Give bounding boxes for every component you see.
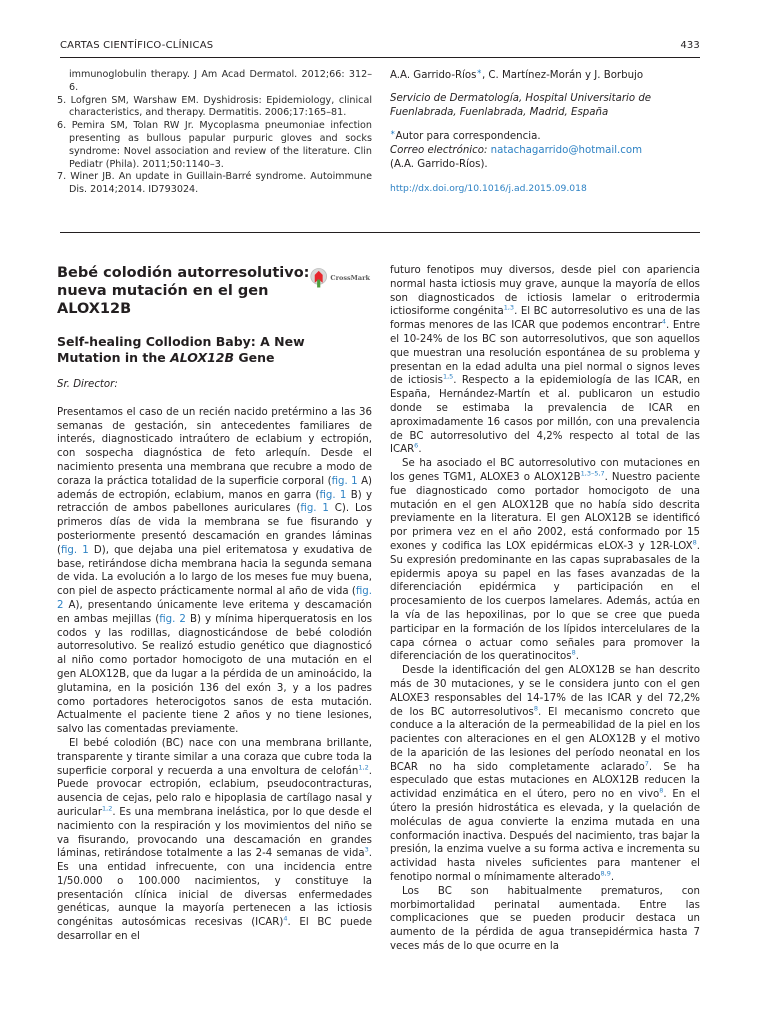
author-mark: ∗ [476,67,482,76]
reference-list [57,69,372,197]
crossmark-badge[interactable] [310,265,370,291]
title-line: Bebé colodión autorresolutivo: [57,265,310,281]
citation[interactable]: 8 [571,648,576,657]
citation[interactable]: 4 [283,914,288,923]
author-name: , C. Martínez-Morán [481,70,582,81]
doi-link[interactable]: http://dx.doi.org/10.1016/j.ad.2015.09.018 [390,183,587,194]
citation[interactable]: 4 [661,317,667,326]
title-line: nueva mutación en el gen [57,283,269,299]
running-header [60,40,700,56]
previous-article-authors [390,69,700,196]
reference-item: 6. Pemira SM, Tolan RW Jr. Mycoplasma pneumoniae infection presenting as bullous papular purpuric gloves and socks syndrome: Novel association and review of the literature. Clin Pediatr (Phila). 2011;50:1140–3. [57,120,372,170]
figure-link[interactable]: fig. 1 [331,475,358,487]
citation[interactable]: 8 [659,786,664,795]
paragraph: El bebé colodión (BC) nace con una membrana brillante, transparente y tirante similar a una coraza que cubre toda la superficie corporal y recuerda a una envoltura de celofán$^{1,2}$. Puede provocar ectropión, eclabium, pseudocontracturas, ausencia de cejas, pelo ralo e hipoplasia de cartílago nasal y auricular$^{1,2}$. Es una membrana inelástica, por lo que desde el nacimiento con la respiración y los movimientos del niño se va fisurando, provocando una descamación en grandes láminas, retirándose totalmente a las 2-4 semanas de vida$^3$. Es una entidad infrecuente, con una incidencia entre 1/50.000 o 100.000 nacimientos, y constituye la presentación clínica inicial de diversas enfermedades genéticas, aunque la mayoría pertenecen a las ictiosis congénitas autosómicas recesivas (ICAR)$^4$. El BC puede desarrollar en el [57,737,372,943]
correspondence-mark: ∗ [390,128,396,137]
affiliation: Servicio de Dermatología, Hospital Universitario de Fuenlabrada, Fuenlabrada, Madrid, España [390,93,652,118]
citation[interactable]: 1,3–5,7 [580,469,605,478]
salutation: Sr. Director: [57,379,118,390]
figure-link[interactable]: fig. 1 [319,489,347,501]
section-title: CARTAS CIENTÍFICO-CLÍNICAS [60,40,214,51]
reference-item: 7. Winer JB. An update in Guillain-Barré syndrome. Autoimmune Dis. 2014;2014. ID793024. [57,171,372,196]
citation[interactable]: 1,2 [102,804,113,813]
paragraph: Presentamos el caso de un recién nacido pretérmino a las 36 semanas de gestación, sin antecedentes familiares de interés, diagnosticado intraútero de eclabium y ectropión, con sospecha diagnóstica de feto arlequín. Desde el nacimiento presenta una membrana que recubre a modo de coraza la práctica totalidad de la superficie corporal (fig. 1 A) además de ectropión, eclabium, manos en garra (fig. 1 B) y retracción de ambos pabellones auriculares (fig. 1 C). Los primeros días de vida la membrana se fue fisurando y posteriormente presentó descamación en grandes láminas (fig. 1 D), que dejaba una piel eritematosa y exudativa de base, retirándose dicha membrana hacia la segunda semana de vida. La evolución a lo largo de los meses fue muy buena, con piel de aspecto prácticamente normal al año de vida (fig. 2 A), presentando únicamente leve eritema y descamación en ambas mejillas (fig. 2 B) y mínima hiperqueratosis en los codos y las rodillas, diagnosticándose de bebé colodión autorresolutivo. Se realizó estudio genético que diagnosticó al niño como portador homocigoto de una mutación en el gen ALOX12B, que da lugar a la pérdida de un aminoácido, la glutamina, en la posición 136 del exón 3, y a los padres como portadores heterocigotos sanos de esta mutación. Actualmente el paciente tiene 2 años y no tiene lesiones, salvo las comentadas previamente. [57,406,373,736]
paragraph: Desde la identificación del gen ALOX12B se han descrito más de 30 mutaciones, y se le considera junto con el gen ALOXE3 responsables del 14-17% de las ICAR y del 72,2% de los BC autorresolutivos$^8$. El mecanismo concreto que conduce a la alteración de la permeabilidad de la piel en los pacientes con alteraciones en el gen ALOX12B y el motivo de la aparición de las lesiones del período neonatal en los BCAR no ha sido completamente aclarado$^7$. Se ha especulado que estas mutaciones en ALOX12B reducen la actividad enzimática en el útero, pero no en vivo$^8$. En el útero la presión hidrostática es elevada, y la quelación de moléculas de agua convierte la enzima mutada en una conformación inactiva. Después del nacimiento, tras bajar la presión, la enzima vuelve a su forma activa e incrementa su actividad hasta niveles suficientes para mantener el fenotipo normal o mínimamente alterado$^{8,9}$. [390,665,700,884]
citation[interactable]: 8,9 [600,869,611,878]
figure-link[interactable]: fig. 2 [57,586,372,611]
citation[interactable]: 7 [644,759,649,768]
correspondence-label: Autor para correspondencia. [395,131,541,142]
section-rule [60,232,700,233]
author-name: A.A. Garrido-Ríos [390,70,477,81]
paragraph: Los BC son habitualmente prematuros, con morbimortalidad perinatal aumentada. Entre las complicaciones que se pueden producir destaca un aumento de la pérdida de agua transepidérmica hasta 7 veces más de lo que ocurre en la [390,885,700,953]
article-left-column [57,264,372,944]
author-join: y [581,70,595,81]
article-right-column [390,264,700,954]
citation[interactable]: 1,5 [442,372,454,381]
title-en-part: Gene [234,350,275,365]
email-label: Correo electrónico: [390,145,488,156]
title-en-part: Self-healing Collodion Baby: A New Mutation in the [57,334,305,365]
crossmark-label: CrossMark [330,274,370,282]
email-link[interactable]: natachagarrido@hotmail.com [490,145,643,156]
crossmark-icon [310,265,327,291]
citation[interactable]: 1,2 [358,763,369,772]
author-name: J. Borbujo [594,70,644,81]
page-number: 433 [680,40,700,51]
citation[interactable]: 8 [533,704,538,713]
citation[interactable]: 1,3 [503,304,515,312]
citation[interactable]: 3 [364,845,369,854]
correspondence-name: (A.A. Garrido-Ríos). [390,159,488,170]
citation[interactable]: 6 [414,441,419,450]
figure-link[interactable]: fig. 1 [300,503,329,515]
header-rule [60,57,700,58]
reference-item: 5. Lofgren SM, Warshaw EM. Dyshidrosis: Epidemiology, clinical characteristics, and therapy. Dermatitis. 2006;17:165–81. [57,94,372,119]
gene-name: ALOX12B [170,350,235,365]
figure-link[interactable]: fig. 1 [60,544,89,556]
title-line: ALOX12B [57,301,132,317]
article-title-english [57,334,372,366]
citation[interactable]: 8 [692,538,697,547]
reference-item: immunoglobulin therapy. J Am Acad Dermatol. 2012;66: 312–6. [69,69,372,93]
paragraph: Se ha asociado el BC autorresolutivo con mutaciones en los genes TGM1, ALOXE3 o $ALOX12B^{1,3-5,7}$. Nuestro paciente fue diagnosticado como portador homocigoto de una mutación en el gen ALOX12B que no había sido descrita previamente en la literatura. El gen ALOX12B se identificó por primera vez en el año 2002, está conformado por 15 exones y codifica las LOX epidérmicas eLOX-3 y 12R-LOX$^8$. Su expresión predominante en las capas suprabasales de la epidermis apoya su papel en las fases avanzadas de la diferenciación epidérmica y participación en el procesamiento de los cuerpos lamelares. Además, actúa en la vía de las hepoxilinas, por lo que se cree que pueda participar en la formación de los lípidos intercelulares de la capa córnea o actuar como señales para promover la diferenciación de los queratinocitos$^8$. [390,458,701,663]
figure-link[interactable]: fig. 2 [159,613,186,625]
paragraph: futuro fenotipos muy diversos, desde piel con apariencia normal hasta ictiosis muy grave, aunque la mayoría de ellos son diagnosticados de ictiosis lamelar o eritrodermia ictiosiforme congénita$^{1,3}$. El BC autorresolutivo es una de las formas menores de las ICAR que podemos encontrar$^4$. Entre el 10-24% de los BC son autorresolutivos, que son aquellos que muestran una resolución espontánea de su problema y presentan en la edad adulta una piel normal o signos leves de ictiosis$^{1,5}$. Respecto a la epidemiología de las ICAR, en España, Hernández-Martín et al. publicaron un estudio donde se estimaba la prevalencia de ICAR en aproximadamente 16 casos por millón, con una prevalencia de BC autorresolutivo del 4,2% respecto al total de las ICAR$^6$. [390,265,701,456]
